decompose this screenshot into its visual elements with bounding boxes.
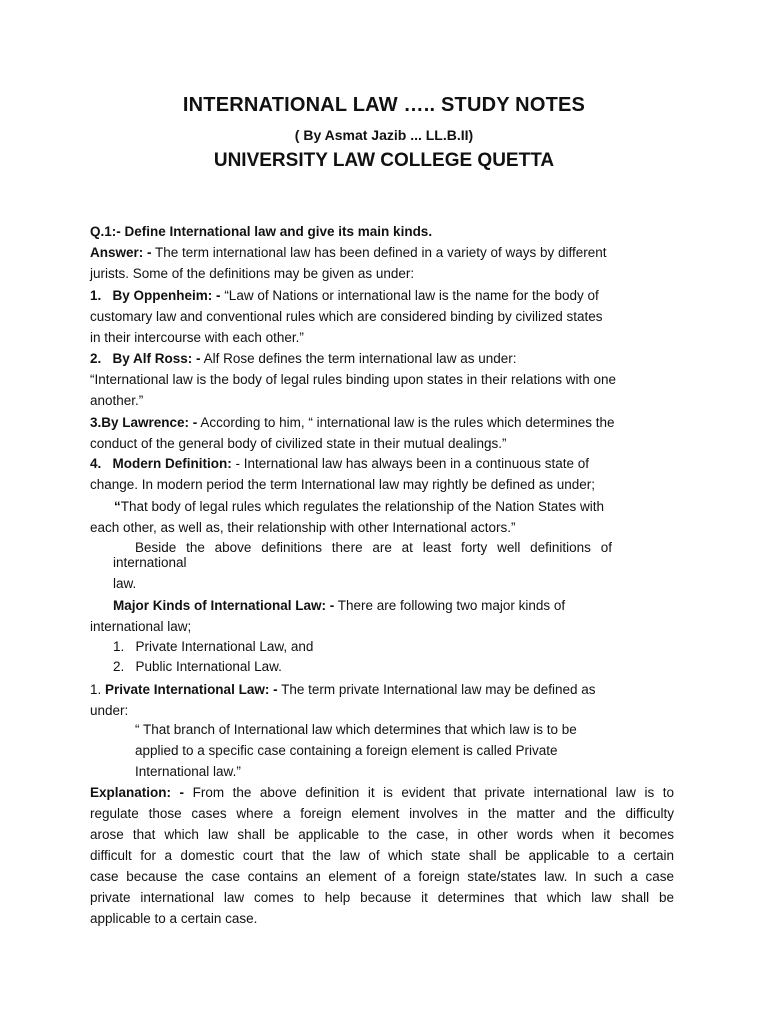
- definition-4-line-2: change. In modern period the term International law may rightly be defined as under;: [90, 477, 596, 492]
- definition-1-line-1: [90, 287, 599, 305]
- definition-1-line-2: customary law and conventional rules which are considered binding by civilized states: [90, 309, 603, 324]
- definition-1-line-3: in their intercourse with each other.”: [90, 330, 304, 345]
- kind-1-text: Private International Law, and: [135, 639, 314, 654]
- definition-1-label: By Oppenheim: -: [112, 288, 221, 303]
- kinds-label: Major Kinds of International Law: -: [113, 598, 335, 613]
- beside-line-3: law.: [113, 576, 137, 591]
- kinds-line-1: [113, 597, 565, 615]
- definition-1-text: “Law of Nations or international law is the name for the body of: [224, 288, 599, 303]
- answer-line-1: [90, 244, 607, 262]
- kind-1-number: 1.: [113, 639, 125, 654]
- kind-2-text: Public International Law.: [135, 659, 282, 674]
- document-title: INTERNATIONAL LAW ….. STUDY NOTES: [182, 94, 586, 116]
- definition-2-text: Alf Rose defines the term international law as under:: [203, 351, 517, 366]
- private-law-quote-2: applied to a specific case containing a foreign element is called Private: [135, 743, 558, 758]
- institution-heading: UNIVERSITY LAW COLLEGE QUETTA: [213, 150, 555, 171]
- private-law-text: The term private International law may be defined as: [281, 682, 596, 697]
- kinds-text: There are following two major kinds of: [337, 598, 566, 613]
- definition-4-line-1: [90, 455, 589, 473]
- quote-open-mark: “: [114, 499, 121, 514]
- question-heading: [90, 223, 432, 241]
- definition-4-number: 4.: [90, 456, 102, 471]
- definition-1-number: 1.: [90, 288, 102, 303]
- explanation-line-4: difficult for a domestic court that the law of which state shall be applicable to a certain: [90, 848, 674, 863]
- definition-4-text: - International law has always been in a continuous state of: [235, 456, 589, 471]
- explanation-line-3: arose that which law shall be applicable to the case, in other words when it becomes: [90, 827, 674, 842]
- explanation-label: Explanation: -: [90, 785, 185, 800]
- definition-3-line-2: conduct of the general body of civilized state in their mutual dealings.”: [90, 436, 507, 451]
- definition-4-label: Modern Definition:: [112, 456, 232, 471]
- definition-3-label: 3.By Lawrence: -: [90, 415, 198, 430]
- definition-2-number: 2.: [90, 351, 102, 366]
- private-law-line-1: [90, 681, 596, 699]
- explanation-text: From the above definition it is evident that private international law is to: [192, 785, 674, 800]
- definition-3-text: According to him, “ international law is the rules which determines the: [200, 415, 615, 430]
- explanation-line-6: private international law comes to help because it determines that which law shall be: [90, 890, 674, 905]
- private-law-label: Private International Law: -: [105, 682, 278, 697]
- definition-2-label: By Alf Ross: -: [112, 351, 201, 366]
- beside-line-2: international: [113, 555, 187, 570]
- question-text: Q.1:- Define International law and give its main kinds.: [90, 224, 433, 239]
- explanation-line-1: [90, 784, 674, 802]
- definition-4-quote-text: That body of legal rules which regulates the relationship of the Nation States with: [120, 499, 605, 514]
- private-law-quote-1: “ That branch of International law which determines that which law is to be: [135, 722, 577, 737]
- private-law-quote-3: International law.”: [135, 764, 241, 779]
- explanation-line-2: regulate those cases where a foreign element involves in the matter and the difficulty: [90, 806, 674, 821]
- definition-3-line-1: [90, 414, 615, 432]
- definition-2-line-1: [90, 350, 516, 368]
- author-line: ( By Asmat Jazib ... LL.B.II): [294, 127, 474, 143]
- kind-2-number: 2.: [113, 659, 125, 674]
- kind-2-item: [113, 658, 282, 676]
- explanation-line-5: case because the case contains an element of a foreign state/states law. In such a case: [90, 869, 674, 884]
- explanation-line-7: applicable to a certain case.: [90, 911, 258, 926]
- kind-1-item: [113, 638, 313, 656]
- definition-2-line-3: another.”: [90, 393, 144, 408]
- answer-text: The term international law has been defined in a variety of ways by different: [155, 245, 607, 260]
- private-law-line-2: under:: [90, 703, 129, 718]
- answer-line-2: jurists. Some of the definitions may be given as under:: [90, 266, 415, 281]
- definition-2-line-2: “International law is the body of legal rules binding upon states in their relations with one: [90, 372, 617, 387]
- beside-line-1: Beside the above definitions there are at least forty well definitions of: [135, 540, 612, 555]
- definition-4-quote-line-2: each other, as well as, their relationship with other International actors.”: [90, 520, 516, 535]
- kinds-line-2: international law;: [90, 619, 192, 634]
- definition-4-quote-line-1: [114, 498, 604, 516]
- private-law-number: 1.: [90, 682, 102, 697]
- answer-label: Answer: -: [90, 245, 152, 260]
